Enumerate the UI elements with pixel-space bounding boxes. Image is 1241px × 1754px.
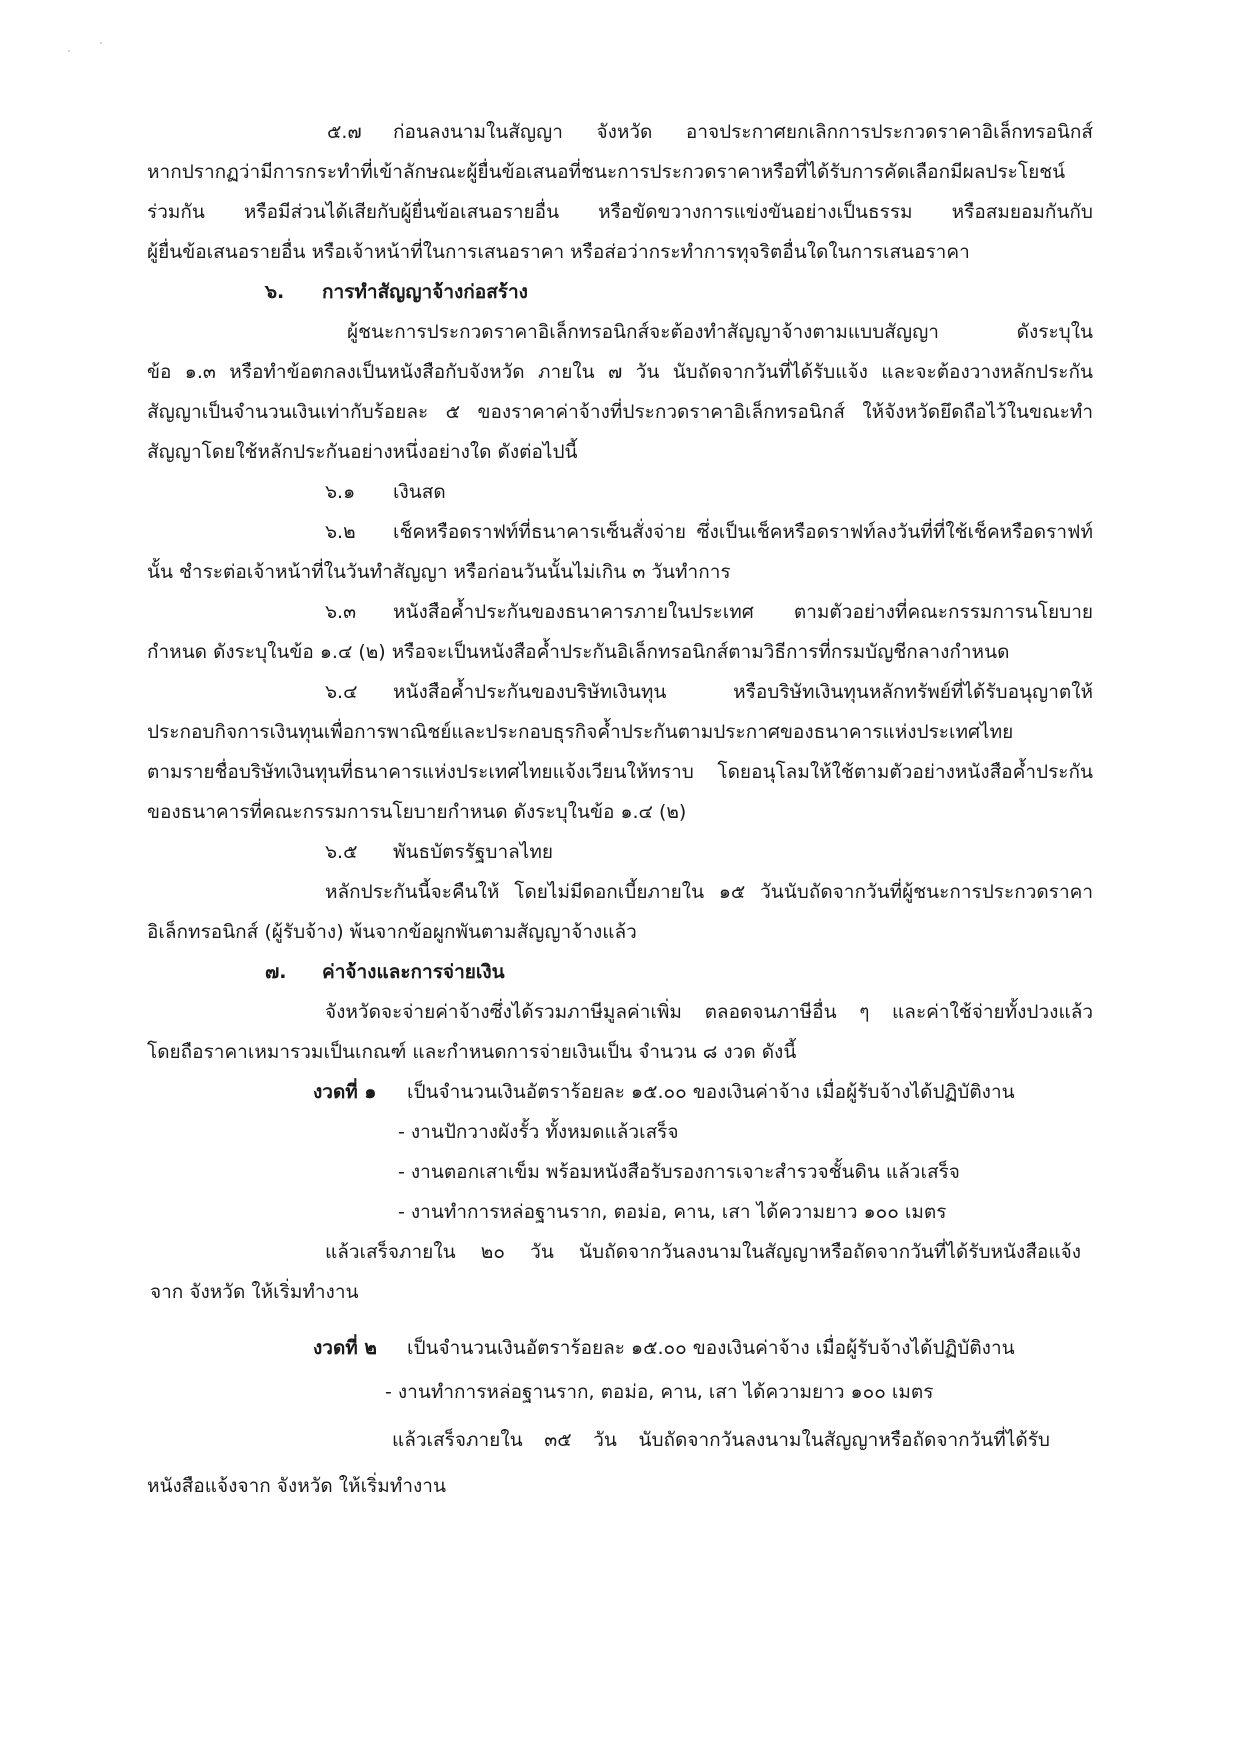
installment-2-work-1: - งานทำการหล่อฐานราก, ตอม่อ, คาน, เสา ได้ความยาว ๑๐๐ เมตร (385, 1381, 934, 1403)
installment-1-description: เป็นจำนวนเงินอัตราร้อยละ ๑๕.๐๐ ของเงินค่าจ้าง เมื่อผู้รับจ้างได้ปฏิบัติงาน (407, 1081, 1015, 1103)
section-6-number: ๖. (265, 281, 285, 303)
section-6-line-4: สัญญาโดยใช้หลักประกันอย่างหนึ่งอย่างใด ดังต่อไปนี้ (147, 441, 578, 463)
section-5-7-line-2: หากปรากฏว่ามีการกระทำที่เข้าลักษณะผู้ยื่นข้อเสนอที่ชนะการประกวดราคาหรือที่ได้รับการคัดเลือกมีผลประโยชน์ (147, 161, 1066, 183)
section-7-number: ๗. (265, 961, 287, 983)
item-6-1-number: ๖.๑ (325, 481, 356, 503)
scan-speck (68, 50, 70, 52)
installment-1-label: งวดที่ ๑ (313, 1081, 377, 1103)
installment-1-work-1: - งานปักวางผังรั้ว ทั้งหมดแล้วเสร็จ (398, 1121, 679, 1143)
item-6-5-number: ๖.๕ (325, 841, 358, 863)
installment-1-deadline-line-1: แล้วเสร็จภายใน ๒๐ วัน นับถัดจากวันลงนามในสัญญาหรือถัดจากวันที่ได้รับหนังสือแจ้ง (325, 1241, 1081, 1263)
section-6-title: การทำสัญญาจ้างก่อสร้าง (322, 281, 528, 303)
installment-2-deadline-line-1: แล้วเสร็จภายใน ๓๕ วัน นับถัดจากวันลงนามในสัญญาหรือถัดจากวันที่ได้รับ (392, 1429, 1050, 1451)
guarantee-return-line-1: หลักประกันนี้จะคืนให้ โดยไม่มีดอกเบี้ยภายใน ๑๕ วันนับถัดจากวันที่ผู้ชนะการประกวดราคา (325, 881, 1093, 903)
section-5-7-number: ๕.๗ (327, 121, 362, 143)
section-5-7-line-4: ผู้ยื่นข้อเสนอรายอื่น หรือเจ้าหน้าที่ในการเสนอราคา หรือส่อว่ากระทำการทุจริตอื่นใดในการเสนอราคา (147, 241, 970, 263)
installment-2-deadline-line-2: หนังสือแจ้งจาก จังหวัด ให้เริ่มทำงาน (147, 1475, 446, 1497)
section-5-7-line-1: ก่อนลงนามในสัญญา จังหวัด อาจประกาศยกเลิกการประกวดราคาอิเล็กทรอนิกส์ (393, 121, 1093, 143)
section-5-7-line-3: ร่วมกัน หรือมีส่วนได้เสียกับผู้ยื่นข้อเสนอรายอื่น หรือขัดขวางการแข่งขันอย่างเป็นธรรม หรือสมยอมกันกับ (147, 201, 1093, 223)
scan-speck (100, 42, 102, 44)
guarantee-return-line-2: อิเล็กทรอนิกส์ (ผู้รับจ้าง) พ้นจากข้อผูกพันตามสัญญาจ้างแล้ว (147, 921, 637, 943)
item-6-4-line-1: หนังสือค้ำประกันของบริษัทเงินทุน หรือบริษัทเงินทุนหลักทรัพย์ที่ได้รับอนุญาตให้ (393, 681, 1093, 703)
section-7-line-1: จังหวัดจะจ่ายค่าจ้างซึ่งได้รวมภาษีมูลค่าเพิ่ม ตลอดจนภาษีอื่น ๆ และค่าใช้จ่ายทั้งปวงแล้ว (325, 1001, 1093, 1023)
item-6-2-line-1: เช็คหรือดราฟท์ที่ธนาคารเซ็นสั่งจ่าย ซึ่งเป็นเช็คหรือดราฟท์ลงวันที่ที่ใช้เช็คหรือดราฟท์ (393, 521, 1093, 543)
item-6-2-number: ๖.๒ (325, 521, 356, 543)
installment-1-work-3: - งานทำการหล่อฐานราก, ตอม่อ, คาน, เสา ได้ความยาว ๑๐๐ เมตร (398, 1201, 947, 1223)
item-6-3-number: ๖.๓ (325, 601, 357, 623)
item-6-1-text: เงินสด (393, 481, 446, 503)
section-6-line-1: ผู้ชนะการประกวดราคาอิเล็กทรอนิกส์จะต้องทำสัญญาจ้างตามแบบสัญญา ดังระบุใน (347, 321, 1093, 343)
installment-2-label: งวดที่ ๒ (313, 1337, 377, 1359)
installment-1-deadline-line-2: จาก จังหวัด ให้เริ่มทำงาน (150, 1281, 359, 1303)
item-6-4-number: ๖.๔ (325, 681, 358, 703)
section-6-line-3: สัญญาเป็นจำนวนเงินเท่ากับร้อยละ ๕ ของราคาค่าจ้างที่ประกวดราคาอิเล็กทรอนิกส์ ให้จังหวัดยึดถือไว้ในขณะทำ (147, 401, 1093, 423)
item-6-4-line-4: ของธนาคารที่คณะกรรมการนโยบายกำหนด ดังระบุในข้อ ๑.๔ (๒) (147, 801, 687, 823)
item-6-5-text: พันธบัตรรัฐบาลไทย (393, 841, 553, 863)
item-6-3-line-2: กำหนด ดังระบุในข้อ ๑.๔ (๒) หรือจะเป็นหนังสือค้ำประกันอิเล็กทรอนิกส์ตามวิธีการที่กรมบัญชีกลางกำหนด (147, 641, 1010, 663)
section-7-title: ค่าจ้างและการจ่ายเงิน (322, 961, 505, 983)
installment-1-work-2: - งานตอกเสาเข็ม พร้อมหนังสือรับรองการเจาะสำรวจชั้นดิน แล้วเสร็จ (398, 1161, 960, 1183)
section-7-line-2: โดยถือราคาเหมารวมเป็นเกณฑ์ และกำหนดการจ่ายเงินเป็น จำนวน ๘ งวด ดังนี้ (147, 1041, 797, 1063)
item-6-4-line-3: ตามรายชื่อบริษัทเงินทุนที่ธนาคารแห่งประเทศไทยแจ้งเวียนให้ทราบ โดยอนุโลมให้ใช้ตามตัวอย่างหนังสือค้ำประกัน (147, 761, 1093, 783)
item-6-3-line-1: หนังสือค้ำประกันของธนาคารภายในประเทศ ตามตัวอย่างที่คณะกรรมการนโยบาย (393, 601, 1093, 623)
section-6-line-2: ข้อ ๑.๓ หรือทำข้อตกลงเป็นหนังสือกับจังหวัด ภายใน ๗ วัน นับถัดจากวันที่ได้รับแจ้ง และจะต้องวางหลักประกัน (147, 361, 1093, 383)
installment-2-description: เป็นจำนวนเงินอัตราร้อยละ ๑๕.๐๐ ของเงินค่าจ้าง เมื่อผู้รับจ้างได้ปฏิบัติงาน (407, 1337, 1015, 1359)
item-6-2-line-2: นั้น ชำระต่อเจ้าหน้าที่ในวันทำสัญญา หรือก่อนวันนั้นไม่เกิน ๓ วันทำการ (147, 561, 731, 583)
item-6-4-line-2: ประกอบกิจการเงินทุนเพื่อการพาณิชย์และประกอบธุรกิจค้ำประกันตามประกาศของธนาคารแห่งประเทศไทย (147, 721, 1014, 743)
